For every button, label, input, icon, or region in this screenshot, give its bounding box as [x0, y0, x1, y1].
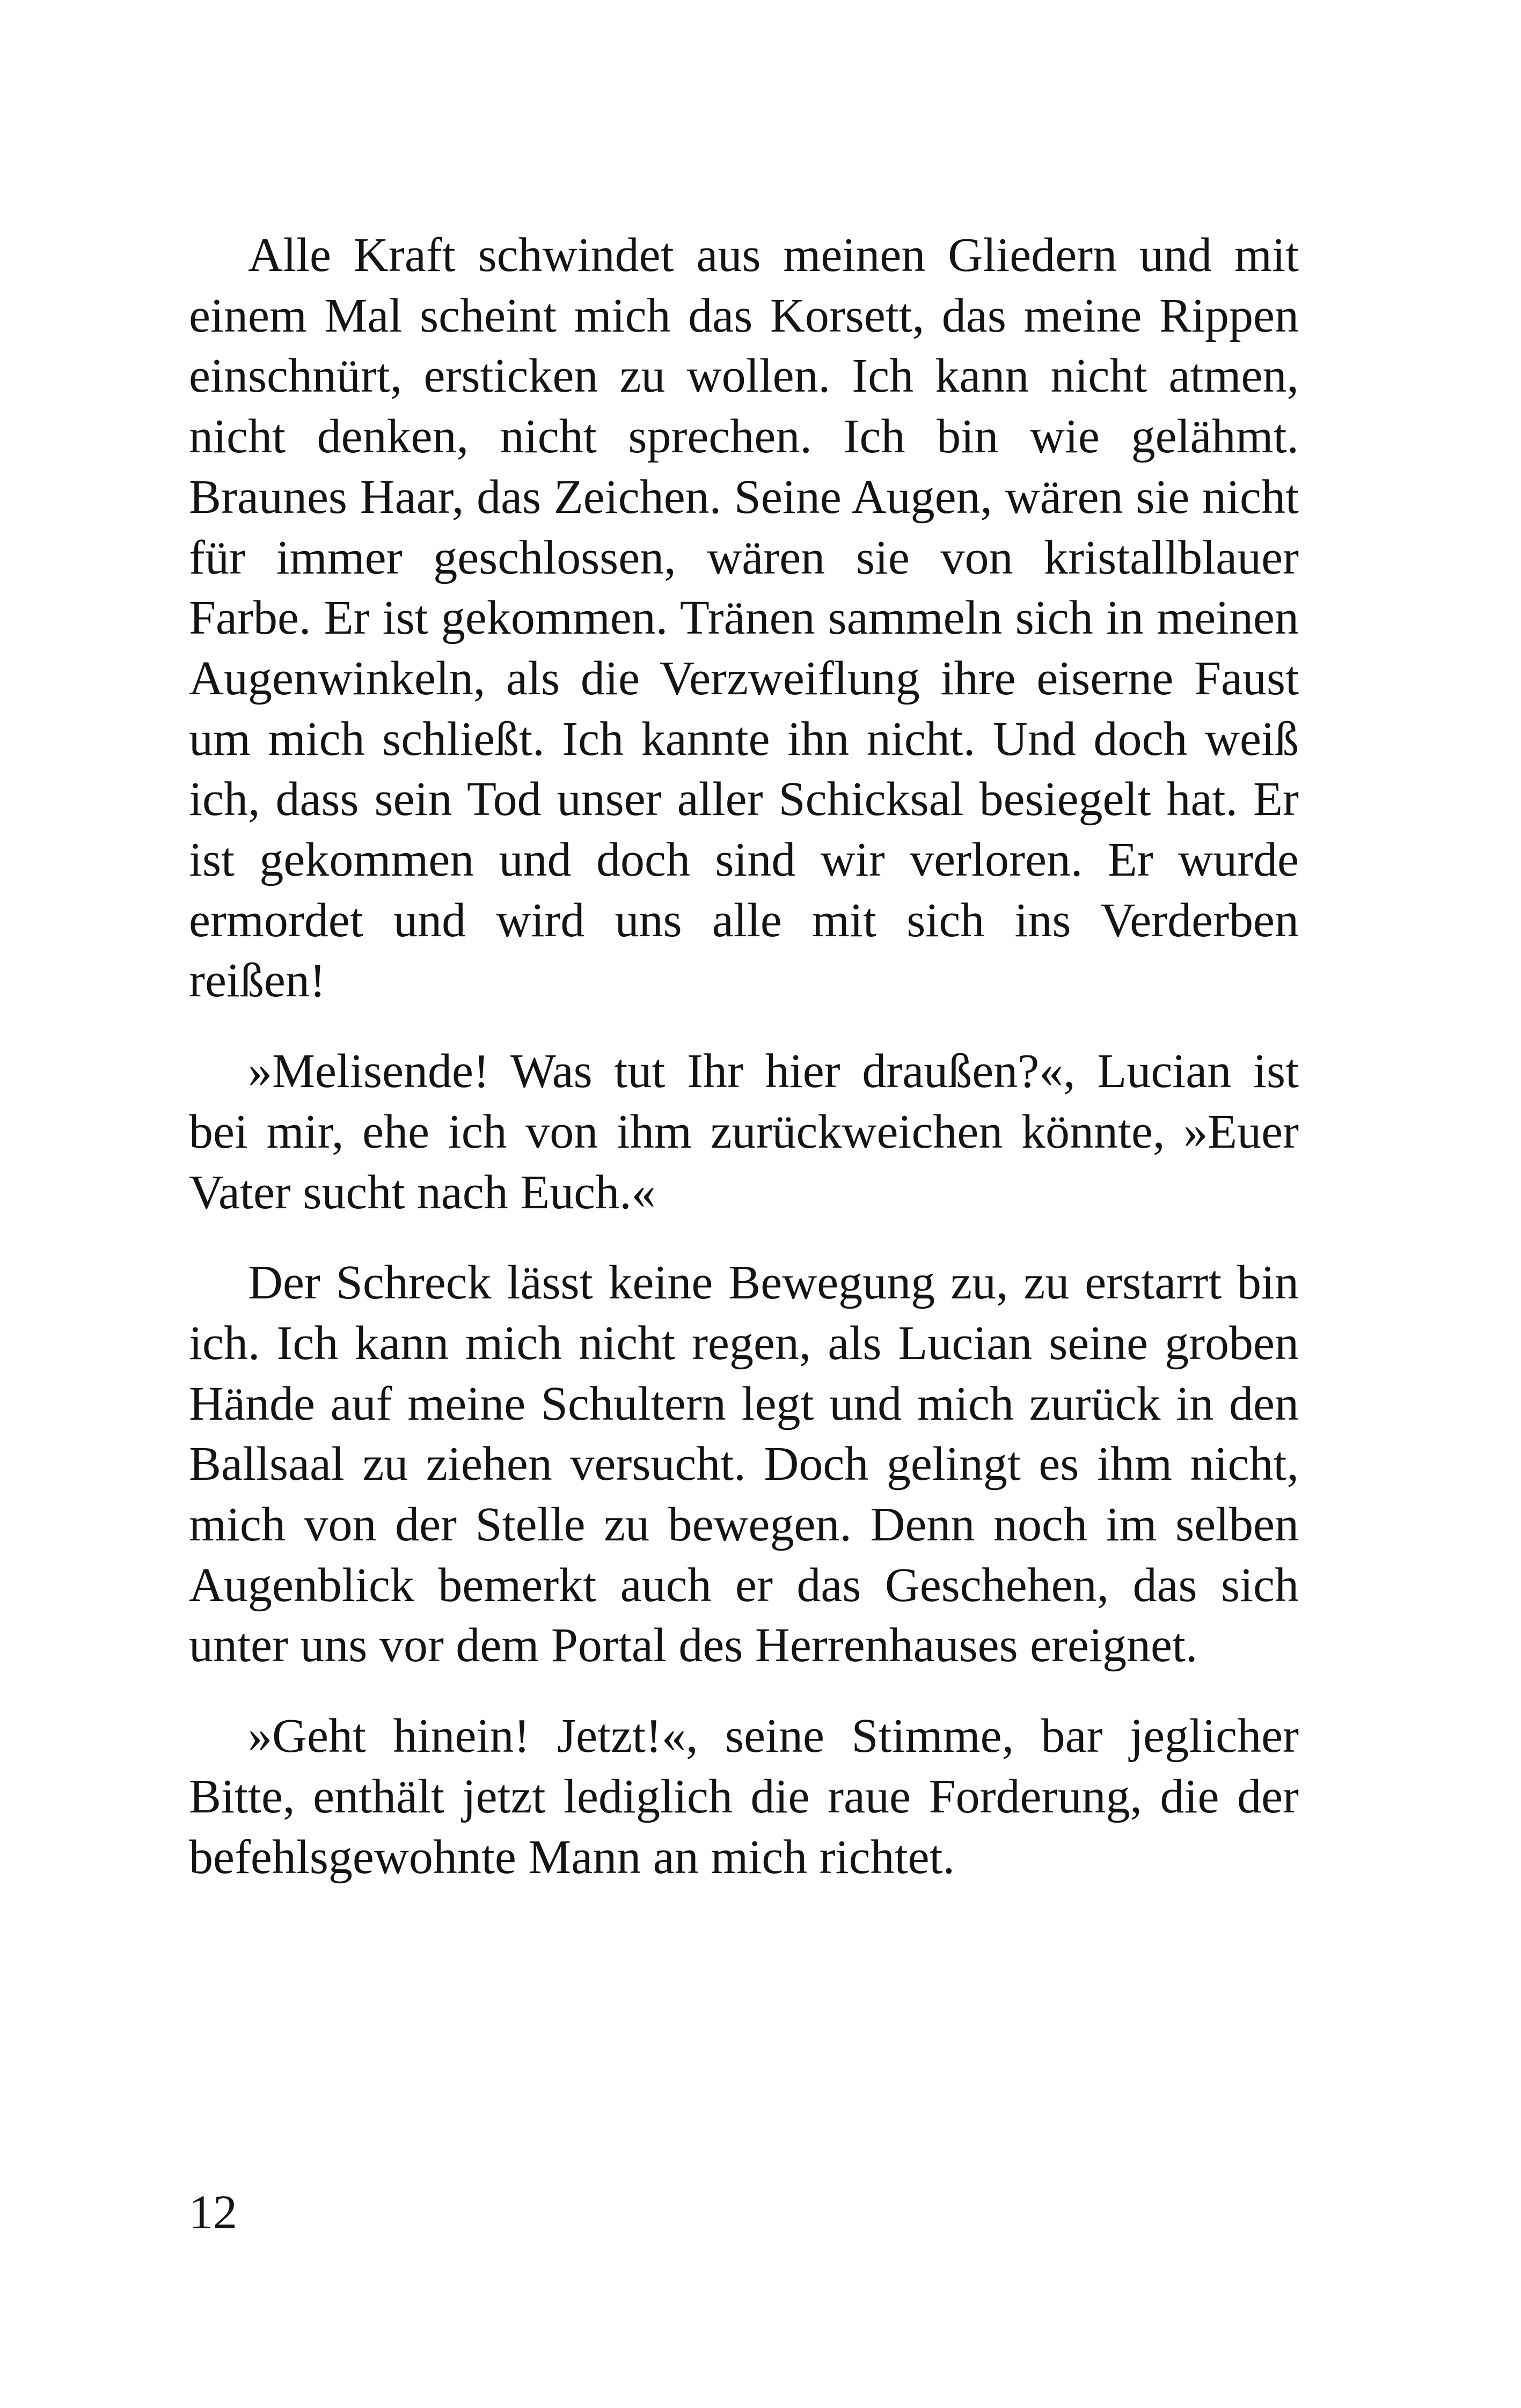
- page-number: 12: [189, 2186, 237, 2239]
- body-text: [189, 225, 1299, 1888]
- paragraph: »Geht hinein! Jetzt!«, seine Stimme, bar jeglicher Bitte, enthält jetzt lediglich die raue Forderung, die der befehlsgewohnte Mann an mich richtet.: [189, 1709, 1299, 1884]
- paragraph: »Melisende! Was tut Ihr hier draußen?«, Lucian ist bei mir, ehe ich von ihm zurückweichen könnte, »Euer Vater sucht nach Euch.«: [189, 1045, 1299, 1219]
- paragraph: Der Schreck lässt keine Bewegung zu, zu erstarrt bin ich. Ich kann mich nicht regen, als Lucian seine groben Hände auf meine Schultern legt und mich zurück in den Ballsaal zu ziehen versucht. Doch gelingt es ihm nicht, mich von der Stelle zu bewegen. Denn noch im selben Augenblick bemerkt auch er das Geschehen, das sich unter uns vor dem Portal des Herrenhauses ereignet.: [189, 1256, 1299, 1672]
- paragraph: Alle Kraft schwindet aus meinen Gliedern und mit einem Mal scheint mich das Korsett, das meine Rippen einschnürt, ersticken zu wollen. Ich kann nicht atmen, nicht denken, nicht sprechen. Ich bin wie gelähmt. Braunes Haar, das Zeichen. Seine Augen, wären sie nicht für immer geschlossen, wären sie von kristallblauer Farbe. Er ist gekommen. Tränen sammeln sich in meinen Augenwinkeln, als die Verzweiflung ihre eiserne Faust um mich schließt. Ich kannte ihn nicht. Und doch weiß ich, dass sein Tod unser aller Schicksal besiegelt hat. Er ist gekommen und doch sind wir verloren. Er wurde ermordet und wird uns alle mit sich ins Verderben reißen!: [189, 229, 1299, 1008]
